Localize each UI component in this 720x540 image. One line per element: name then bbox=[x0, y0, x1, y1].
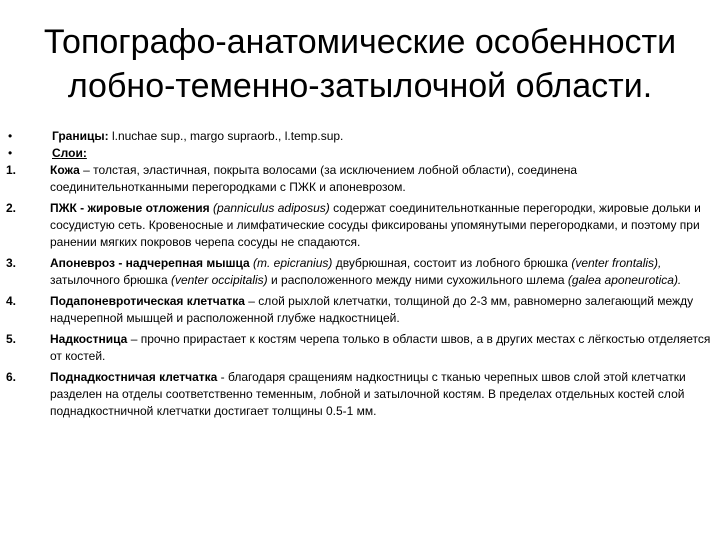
item-latin: (venter frontalis), bbox=[571, 256, 662, 270]
item-term: Апоневроз - надчерепная мышца bbox=[50, 256, 250, 270]
item-number: 3. bbox=[6, 256, 17, 270]
layer-item-4 bbox=[6, 293, 714, 327]
item-term: Поднадкостничая клетчатка bbox=[50, 370, 218, 384]
layer-item-2 bbox=[6, 200, 714, 251]
item-description: и расположенного между ними сухожильного шлема bbox=[267, 273, 568, 287]
item-number: 4. bbox=[6, 294, 17, 308]
bullet-layers bbox=[6, 145, 714, 162]
item-description: – слой рыхлой клетчатки, толщиной до 2-3 мм, равномерно залегающий между надчерепной мышцей и расположенной глубже надкостницей. bbox=[50, 294, 694, 325]
borders-label: Границы: bbox=[52, 129, 112, 143]
item-term: Подапоневротическая клетчатка bbox=[50, 294, 245, 308]
item-description: – толстая, эластичная, покрыта волосами (за исключением лобной области), соединена соединительнотканными перегородками с ПЖК и апоневрозом. bbox=[50, 163, 578, 194]
item-latin: (galea aponeurotica). bbox=[567, 273, 682, 287]
item-number: 1. bbox=[6, 163, 17, 177]
item-latin: (panniculus adiposus) bbox=[209, 201, 330, 215]
item-term: ПЖК - жировые отложения bbox=[50, 201, 210, 215]
title-line-2: лобно-теменно-затылочной области. bbox=[67, 67, 653, 105]
item-description: – прочно прирастает к костям черепа только в области швов, а в других местах с лёгкостью отделяется от костей. bbox=[50, 332, 711, 363]
layers-label: Слои: bbox=[52, 146, 87, 160]
item-description: затылочного брюшка bbox=[50, 273, 171, 287]
layer-item-3 bbox=[6, 255, 714, 289]
bullet-text bbox=[52, 128, 714, 145]
bullet-marker: • bbox=[8, 146, 13, 160]
item-description: двубрюшная, состоит из лобного брюшка bbox=[332, 256, 572, 270]
layer-item-5 bbox=[6, 331, 714, 365]
item-term: Кожа bbox=[50, 163, 80, 177]
item-text bbox=[50, 369, 714, 420]
bullet-marker: • bbox=[8, 129, 13, 143]
item-number: 5. bbox=[6, 332, 17, 346]
slide-title bbox=[20, 20, 700, 108]
borders-value: l.nuchae sup., margo supraorb., l.temp.sup. bbox=[111, 129, 344, 143]
item-number: 6. bbox=[6, 370, 17, 384]
layer-item-1 bbox=[6, 162, 714, 196]
slide-content bbox=[6, 128, 714, 420]
layer-item-6 bbox=[6, 369, 714, 420]
item-text bbox=[50, 331, 714, 365]
item-text bbox=[50, 255, 714, 289]
item-number: 2. bbox=[6, 201, 17, 215]
bullet-text bbox=[52, 145, 714, 162]
item-latin: (venter occipitalis) bbox=[170, 273, 268, 287]
item-text bbox=[50, 200, 714, 251]
item-text bbox=[50, 162, 714, 196]
item-description: - благодаря сращениям надкостницы с тканью черепных швов слой этой клетчатки разделен на отделы соответственно теменным, лобной и затылочной костям. В пределах отдельных костей слой поднадкостничной клетчатки достигает толщины 0.5-1 мм. bbox=[50, 370, 686, 418]
item-description: содержат соединительнотканные перегородки, жировые дольки и сосудистую сеть. Кровеносные и лимфатические сосуды фиксированы упомянутыми перегородками, и поэтому при ранении мягких покровов черепа сосуды не спадаются. bbox=[50, 201, 701, 249]
title-line-1: Топографо-анатомические особенности bbox=[43, 23, 677, 61]
item-text bbox=[50, 293, 714, 327]
bullet-borders bbox=[6, 128, 714, 145]
item-latin: (m. epicranius) bbox=[249, 256, 333, 270]
item-term: Надкостница bbox=[50, 332, 128, 346]
